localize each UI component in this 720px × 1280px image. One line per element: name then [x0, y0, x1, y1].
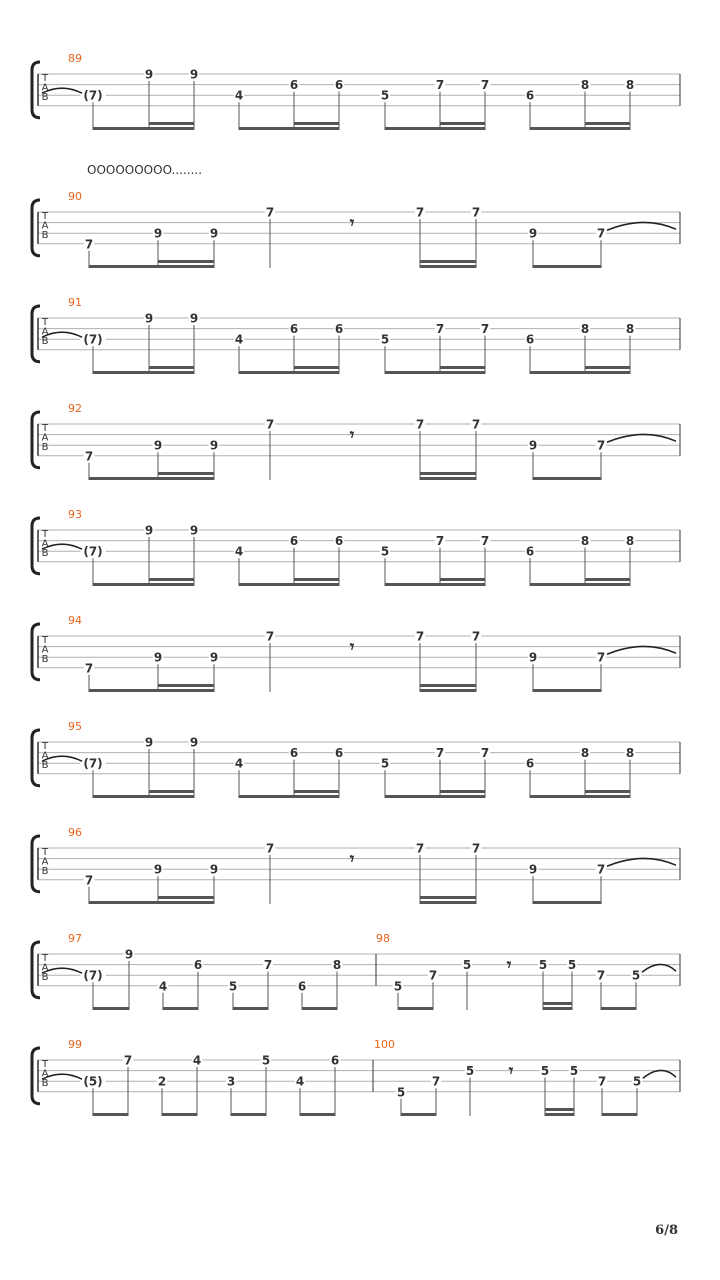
fret-number: 4 [234, 88, 244, 103]
tab-clef-letter: B [41, 230, 49, 241]
fret-number: 7 [415, 629, 425, 644]
eighth-rest: 𝄾 [506, 955, 512, 976]
tab-clef-letter: A [41, 1068, 49, 1080]
beam [401, 1113, 436, 1116]
tab-clef-letter: A [41, 856, 49, 868]
beam [294, 790, 339, 793]
beam [602, 1113, 637, 1116]
beam [89, 689, 214, 692]
tab-clef-letter: T [41, 211, 49, 222]
fret-number: 7 [263, 958, 273, 973]
fret-number: 5 [261, 1053, 271, 1068]
measure-number: 96 [68, 826, 82, 839]
fret-number: 7 [123, 1053, 133, 1068]
fret-number: 7 [471, 205, 481, 220]
fret-number: 6 [289, 78, 299, 93]
eighth-rest: 𝄾 [508, 1061, 514, 1082]
beam [149, 578, 194, 581]
fret-number: 4 [158, 979, 168, 994]
fret-number: 6 [334, 78, 344, 93]
tab-clef-letter: B [41, 760, 49, 771]
tab-clef-letter: T [41, 847, 49, 858]
fret-number: 7 [435, 322, 445, 337]
beam [420, 896, 476, 899]
fret-number: 9 [144, 523, 154, 538]
beam [585, 122, 630, 125]
tab-clef-letter: B [41, 866, 49, 877]
tie-arc [643, 1070, 676, 1078]
beam [420, 260, 476, 263]
lyric-text: OOOOOOOOO........ [87, 163, 203, 177]
fret-number: 8 [625, 322, 635, 337]
fret-number: (7) [83, 88, 103, 103]
beam [294, 578, 339, 581]
fret-number: 9 [209, 438, 219, 453]
tab-clef-letter: T [41, 73, 49, 84]
fret-number: 5 [632, 1074, 642, 1089]
fret-number: 4 [234, 332, 244, 347]
measure-number: 97 [68, 932, 82, 945]
fret-number: 7 [415, 417, 425, 432]
fret-number: 7 [480, 322, 490, 337]
tie-arc [607, 646, 676, 654]
eighth-rest: 𝄾 [349, 425, 355, 446]
fret-number: 6 [193, 958, 203, 973]
tab-clef-letter: A [41, 82, 49, 94]
measure-number: 98 [376, 932, 390, 945]
beam [585, 578, 630, 581]
beam [420, 684, 476, 687]
tab-clef-letter: A [41, 644, 49, 656]
beam [158, 896, 214, 899]
beam [89, 477, 214, 480]
fret-number: 5 [380, 332, 390, 347]
fret-number: 7 [415, 205, 425, 220]
fret-number: 9 [189, 311, 199, 326]
fret-number: 7 [415, 841, 425, 856]
fret-number: 9 [144, 311, 154, 326]
fret-number: 7 [596, 968, 606, 983]
tab-clef-letter: B [41, 654, 49, 665]
beam [149, 122, 194, 125]
tab-clef-letter: T [41, 953, 49, 964]
beam [585, 366, 630, 369]
beam [440, 122, 485, 125]
fret-number: 9 [189, 67, 199, 82]
tab-clef-letter: T [41, 317, 49, 328]
measure-number: 93 [68, 508, 82, 521]
fret-number: 9 [124, 947, 134, 962]
beam [533, 689, 601, 692]
beam [440, 578, 485, 581]
page-number: 6/8 [655, 1223, 678, 1238]
beam [385, 371, 485, 374]
beam [93, 371, 194, 374]
fret-number: 9 [189, 735, 199, 750]
fret-number: 8 [580, 78, 590, 93]
measure-number: 94 [68, 614, 82, 627]
fret-number: 6 [289, 322, 299, 337]
tab-clef-letter: T [41, 423, 49, 434]
beam [385, 127, 485, 130]
system-bracket [32, 62, 40, 118]
fret-number: 7 [596, 650, 606, 665]
fret-number: 7 [480, 746, 490, 761]
fret-number: 6 [525, 756, 535, 771]
fret-number: 8 [625, 78, 635, 93]
fret-number: 7 [471, 841, 481, 856]
fret-number: 4 [234, 544, 244, 559]
beam [149, 366, 194, 369]
beam [530, 127, 630, 130]
fret-number: (7) [83, 332, 103, 347]
beam [533, 265, 601, 268]
beam [601, 1007, 636, 1010]
beam [149, 790, 194, 793]
fret-number: 6 [334, 746, 344, 761]
fret-number: 5 [380, 544, 390, 559]
tab-clef-letter: T [41, 1059, 49, 1070]
beam [233, 1007, 268, 1010]
fret-number: 9 [189, 523, 199, 538]
fret-number: 7 [480, 534, 490, 549]
fret-number: 9 [528, 862, 538, 877]
fret-number: 7 [471, 629, 481, 644]
fret-number: (5) [83, 1074, 103, 1089]
fret-number: 7 [265, 841, 275, 856]
fret-number: 9 [528, 650, 538, 665]
measure-number: 92 [68, 402, 82, 415]
system-bracket [32, 518, 40, 574]
fret-number: (7) [83, 968, 103, 983]
fret-number: 7 [596, 438, 606, 453]
beam [239, 583, 339, 586]
system-bracket [32, 942, 40, 998]
measure-number: 99 [68, 1038, 82, 1051]
beam [93, 1007, 129, 1010]
fret-number: 9 [153, 226, 163, 241]
fret-number: 5 [569, 1064, 579, 1079]
fret-number: 4 [295, 1074, 305, 1089]
fret-number: 6 [289, 746, 299, 761]
fret-number: 5 [396, 1085, 406, 1100]
beam [543, 1007, 572, 1010]
beam [302, 1007, 337, 1010]
tab-clef-letter: T [41, 529, 49, 540]
fret-number: 7 [84, 661, 94, 676]
fret-number: 5 [538, 958, 548, 973]
system-bracket [32, 624, 40, 680]
beam [93, 1113, 128, 1116]
system-bracket [32, 836, 40, 892]
fret-number: 3 [226, 1074, 236, 1089]
fret-number: 7 [471, 417, 481, 432]
system-bracket [32, 1048, 40, 1104]
eighth-rest: 𝄾 [349, 637, 355, 658]
fret-number: 9 [144, 735, 154, 750]
beam [163, 1007, 198, 1010]
measure-number: 89 [68, 52, 82, 65]
fret-number: 9 [153, 438, 163, 453]
tie-arc [607, 858, 676, 866]
beam [585, 790, 630, 793]
fret-number: 9 [528, 226, 538, 241]
fret-number: 7 [597, 1074, 607, 1089]
fret-number: 7 [265, 629, 275, 644]
beam [162, 1113, 197, 1116]
fret-number: 9 [153, 862, 163, 877]
beam [440, 366, 485, 369]
fret-number: 8 [580, 534, 590, 549]
system-bracket [32, 306, 40, 362]
beam [239, 371, 339, 374]
measure-number: 90 [68, 190, 82, 203]
fret-number: 5 [228, 979, 238, 994]
tab-clef-letter: A [41, 538, 49, 550]
fret-number: 7 [435, 534, 445, 549]
beam [158, 260, 214, 263]
fret-number: 8 [625, 534, 635, 549]
fret-number: (7) [83, 544, 103, 559]
fret-number: 9 [209, 650, 219, 665]
fret-number: 6 [330, 1053, 340, 1068]
beam [93, 583, 194, 586]
fret-number: 9 [144, 67, 154, 82]
fret-number: 7 [428, 968, 438, 983]
beam [231, 1113, 266, 1116]
fret-number: 2 [157, 1074, 167, 1089]
beam [533, 477, 601, 480]
system-bracket [32, 730, 40, 786]
tab-clef-letter: T [41, 635, 49, 646]
fret-number: 7 [84, 237, 94, 252]
fret-number: 6 [289, 534, 299, 549]
fret-number: 5 [567, 958, 577, 973]
tab-clef-letter: A [41, 326, 49, 338]
beam [385, 583, 485, 586]
tab-clef-letter: A [41, 962, 49, 974]
fret-number: 4 [234, 756, 244, 771]
fret-number: 7 [265, 417, 275, 432]
tab-clef-letter: B [41, 548, 49, 559]
beam [89, 901, 214, 904]
measure-number: 100 [374, 1038, 395, 1051]
fret-number: 9 [528, 438, 538, 453]
beam [420, 265, 476, 268]
fret-number: 5 [380, 756, 390, 771]
tab-clef-letter: A [41, 432, 49, 444]
fret-number: 9 [209, 862, 219, 877]
measure-number: 91 [68, 296, 82, 309]
eighth-rest: 𝄾 [349, 213, 355, 234]
beam [89, 265, 214, 268]
fret-number: 6 [334, 322, 344, 337]
fret-number: 9 [153, 650, 163, 665]
beam [158, 684, 214, 687]
system-bracket [32, 412, 40, 468]
fret-number: (7) [83, 756, 103, 771]
beam [239, 127, 339, 130]
fret-number: 8 [580, 322, 590, 337]
fret-number: 6 [297, 979, 307, 994]
fret-number: 8 [332, 958, 342, 973]
fret-number: 7 [435, 746, 445, 761]
fret-number: 5 [393, 979, 403, 994]
fret-number: 6 [525, 332, 535, 347]
eighth-rest: 𝄾 [349, 849, 355, 870]
fret-number: 6 [334, 534, 344, 549]
tab-clef-letter: B [41, 442, 49, 453]
fret-number: 7 [596, 862, 606, 877]
fret-number: 6 [525, 88, 535, 103]
beam [420, 472, 476, 475]
beam [420, 477, 476, 480]
beam [239, 795, 339, 798]
tab-clef-letter: B [41, 336, 49, 347]
beam [545, 1113, 574, 1116]
beam [545, 1108, 574, 1111]
tab-clef-letter: B [41, 1078, 49, 1089]
fret-number: 7 [435, 78, 445, 93]
beam [294, 366, 339, 369]
beam [420, 901, 476, 904]
tie-arc [607, 434, 676, 442]
beam [385, 795, 485, 798]
tab-clef-letter: B [41, 92, 49, 103]
beam [533, 901, 601, 904]
beam [440, 790, 485, 793]
fret-number: 5 [462, 958, 472, 973]
fret-number: 7 [84, 873, 94, 888]
tie-arc [642, 964, 676, 972]
fret-number: 5 [465, 1064, 475, 1079]
fret-number: 8 [625, 746, 635, 761]
tab-clef-letter: B [41, 972, 49, 983]
beam [158, 472, 214, 475]
beam [530, 583, 630, 586]
beam [420, 689, 476, 692]
fret-number: 7 [480, 78, 490, 93]
fret-number: 6 [525, 544, 535, 559]
fret-number: 8 [580, 746, 590, 761]
measure-number: 95 [68, 720, 82, 733]
tie-arc [607, 222, 676, 230]
beam [543, 1002, 572, 1005]
fret-number: 7 [596, 226, 606, 241]
beam [300, 1113, 335, 1116]
fret-number: 4 [192, 1053, 202, 1068]
beam [530, 795, 630, 798]
fret-number: 9 [209, 226, 219, 241]
fret-number: 5 [380, 88, 390, 103]
fret-number: 7 [84, 449, 94, 464]
beam [294, 122, 339, 125]
system-bracket [32, 200, 40, 256]
beam [398, 1007, 433, 1010]
fret-number: 5 [631, 968, 641, 983]
fret-number: 7 [431, 1074, 441, 1089]
fret-number: 5 [540, 1064, 550, 1079]
beam [93, 127, 194, 130]
tab-clef-letter: A [41, 750, 49, 762]
fret-number: 7 [265, 205, 275, 220]
tab-clef-letter: T [41, 741, 49, 752]
beam [530, 371, 630, 374]
tab-clef-letter: A [41, 220, 49, 232]
beam [93, 795, 194, 798]
